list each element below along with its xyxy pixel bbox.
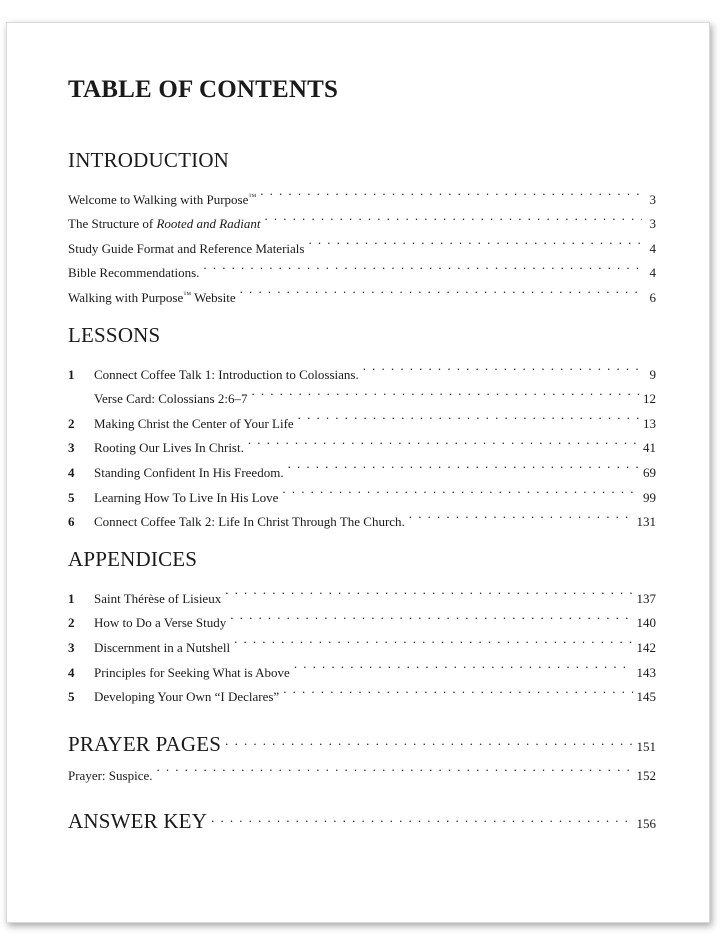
entry-title: Walking with Purpose™ Website (68, 289, 236, 305)
introduction-entries (68, 179, 656, 305)
appendices-entries (68, 578, 656, 705)
entry-page-number: 142 (636, 639, 656, 655)
entry-number: 2 (68, 415, 75, 431)
entry-title: Developing Your Own “I Declares” (94, 689, 280, 705)
entry-number: 1 (68, 590, 75, 606)
toc-entry-prayer-pages[interactable] (68, 721, 656, 757)
dot-leader (264, 204, 642, 229)
entry-number: 3 (68, 440, 75, 456)
entry-title: Connect Coffee Talk 1: Introduction to Colossians. (94, 366, 359, 382)
section-heading-answer-key: ANSWER KEY (68, 808, 208, 833)
toc-entry-answer-key[interactable] (68, 798, 656, 833)
entry-page-number: 9 (649, 366, 656, 382)
entry-page-number: 41 (643, 440, 656, 456)
entry-number: 2 (68, 615, 75, 631)
entry-page-number: 99 (643, 489, 656, 505)
entry-title: Principles for Seeking What is Above (94, 664, 290, 680)
dot-leader (234, 627, 632, 652)
entry-title: Study Guide Format and Reference Materials (68, 240, 305, 256)
entry-page-number: 143 (636, 664, 656, 680)
entry-page-number: 3 (649, 216, 656, 232)
entry-number: 4 (68, 464, 75, 480)
toc-entry-welcome[interactable] (68, 179, 656, 207)
dot-leader (225, 578, 632, 603)
entry-page-number: 151 (636, 739, 656, 755)
toc-entry-lesson-1[interactable] (68, 354, 656, 382)
entry-number: 3 (68, 639, 75, 655)
dot-leader (288, 452, 639, 477)
prayer-pages-section (68, 721, 656, 783)
entry-page-number: 4 (649, 240, 656, 256)
dot-leader (294, 652, 633, 677)
section-heading-introduction: INTRODUCTION (68, 148, 230, 172)
section-heading-prayer-pages: PRAYER PAGES (68, 732, 222, 757)
dot-leader (248, 428, 639, 453)
entry-title: How to Do a Verse Study (94, 615, 227, 631)
entry-number: 1 (68, 366, 75, 382)
entry-page-number: 140 (636, 615, 656, 631)
dot-leader (283, 677, 632, 702)
entry-title: Learning How To Live In His Love (94, 489, 279, 505)
lessons-entries (68, 354, 656, 530)
entry-title: Making Christ the Center of Your Life (94, 415, 294, 431)
answer-key-section (68, 798, 656, 833)
dot-leader (260, 179, 642, 204)
entry-title: Saint Thérèse of Lisieux (94, 590, 222, 606)
entry-title: The Structure of Rooted and Radiant (68, 216, 261, 232)
entry-page-number: 13 (643, 415, 656, 431)
toc-content (68, 75, 656, 833)
dot-leader (225, 721, 632, 751)
entry-title: Bible Recommendations. (68, 265, 200, 281)
dot-leader (298, 403, 639, 428)
entry-title: Welcome to Walking with Purpose™ (68, 191, 257, 207)
entry-title: Prayer: Suspice. (68, 767, 153, 783)
toc-title: TABLE OF CONTENTS (68, 76, 339, 103)
section-heading-appendices: APPENDICES (68, 547, 198, 572)
prayer-pages-entries (68, 755, 656, 783)
dot-leader (282, 477, 639, 502)
entry-title: Connect Coffee Talk 2: Life In Christ Through The Church. (94, 514, 405, 530)
entry-title: Discernment in a Nutshell (94, 639, 231, 655)
dot-leader (409, 502, 633, 527)
section-heading-lessons: LESSONS (68, 322, 161, 347)
dot-leader (363, 354, 642, 379)
dot-leader (251, 379, 639, 404)
entry-page-number: 69 (643, 464, 656, 480)
dot-leader (308, 228, 642, 253)
entry-page-number: 152 (636, 767, 656, 783)
entry-page-number: 131 (636, 514, 656, 530)
toc-entry-prayer-suspice[interactable] (68, 755, 656, 783)
entry-page-number: 6 (649, 289, 656, 305)
entry-number: 5 (68, 689, 75, 705)
dot-leader (211, 798, 632, 828)
entry-title: Rooting Our Lives In Christ. (94, 440, 244, 456)
entry-page-number: 4 (649, 265, 656, 281)
dot-leader (203, 253, 642, 278)
dot-leader (240, 277, 642, 302)
entry-page-number: 145 (636, 689, 656, 705)
toc-entry-appendix-1[interactable] (68, 578, 656, 606)
entry-page-number: 137 (636, 590, 656, 606)
entry-title: Standing Confident In His Freedom. (94, 464, 284, 480)
entry-page-number: 156 (636, 815, 656, 831)
dot-leader (230, 603, 632, 628)
dot-leader (156, 755, 632, 780)
entry-number: 6 (68, 514, 75, 530)
entry-number: 4 (68, 664, 75, 680)
entry-page-number: 3 (649, 191, 656, 207)
entry-title: Verse Card: Colossians 2:6–7 (94, 391, 248, 407)
document-page (6, 22, 710, 923)
entry-page-number: 12 (643, 391, 656, 407)
entry-number: 5 (68, 489, 75, 505)
